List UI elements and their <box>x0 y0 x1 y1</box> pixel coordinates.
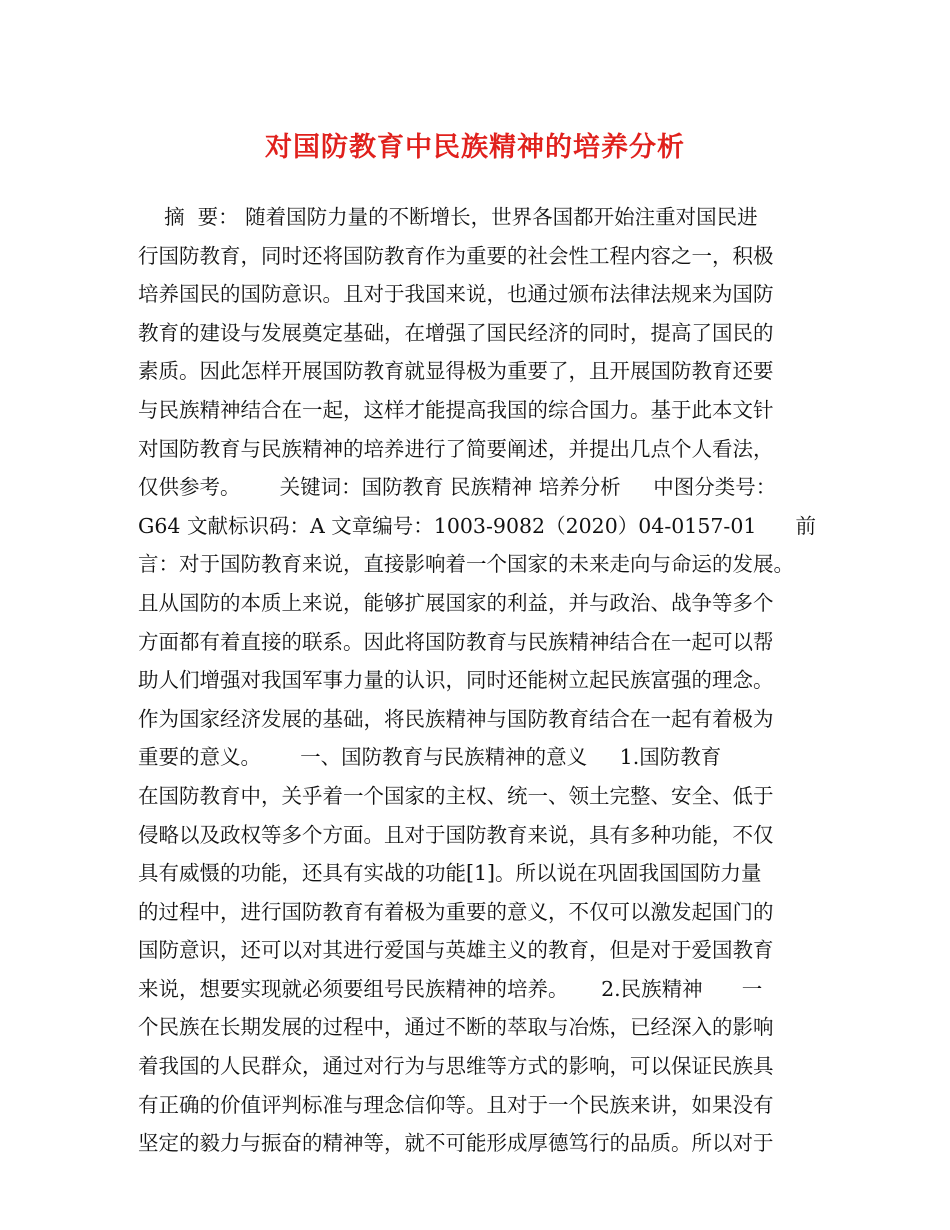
body-line: 摘 要： 随着国防力量的不断增长，世界各国都开始注重对国民进 <box>138 205 758 229</box>
body-line: 与民族精神结合在一起，这样才能提高我国的综合国力。基于此本文针 <box>138 397 774 422</box>
body-line: 对国防教育与民族精神的培养进行了简要阐述，并提出几点个人看法， <box>138 436 774 461</box>
body-line: 个民族在长期发展的过程中，通过不断的萃取与冶炼，已经深入的影响 <box>138 1015 774 1040</box>
body-line: 作为国家经济发展的基础，将民族精神与国防教育结合在一起有着极为 <box>138 706 774 731</box>
document-title: 对国防教育中民族精神的培养分析 <box>265 132 685 163</box>
body-line: 来说，想要实现就必须要组号民族精神的培养。 2.民族精神 一 <box>138 976 763 1001</box>
body-line: 且从国防的本质上来说，能够扩展国家的利益，并与政治、战争等多个 <box>138 590 774 615</box>
body-line: 的过程中，进行国防教育有着极为重要的意义，不仅可以激发起国门的 <box>138 899 774 924</box>
body-line: 培养国民的国防意识。且对于我国来说，也通过颁布法律法规来为国防 <box>138 282 774 307</box>
body-line: G64 文献标识码：A 文章编号：1003-9082（2020）04-0157-01 前 <box>138 513 817 538</box>
body-line: 素质。因此怎样开展国防教育就显得极为重要了，且开展国防教育还要 <box>138 359 774 384</box>
body-line: 具有威慑的功能，还具有实战的功能[1]。所以说在巩固我国国防力量 <box>138 861 762 886</box>
document-body <box>138 198 818 1163</box>
body-line: 在国防教育中，关乎着一个国家的主权、统一、领土完整、安全、低于 <box>138 783 774 808</box>
body-line: 着我国的人民群众，通过对行为与思维等方式的影响，可以保证民族具 <box>138 1054 774 1079</box>
body-line: 坚定的毅力与振奋的精神等，就不可能形成厚德笃行的品质。所以对于 <box>138 1131 774 1156</box>
body-line: 方面都有着直接的联系。因此将国防教育与民族精神结合在一起可以帮 <box>138 629 774 654</box>
body-line: 教育的建设与发展奠定基础，在增强了国民经济的同时，提高了国民的 <box>138 320 774 345</box>
body-line: 行国防教育，同时还将国防教育作为重要的社会性工程内容之一，积极 <box>138 243 774 268</box>
body-line: 重要的意义。 一、国防教育与民族精神的意义 1.国防教育 <box>138 745 722 770</box>
body-line: 国防意识，还可以对其进行爱国与英雄主义的教育，但是对于爱国教育 <box>138 938 774 963</box>
body-line: 有正确的价值评判标准与理念信仰等。且对于一个民族来讲，如果没有 <box>138 1092 774 1117</box>
body-line: 助人们增强对我国军事力量的认识，同时还能树立起民族富强的理念。 <box>138 668 774 693</box>
body-line: 侵略以及政权等多个方面。且对于国防教育来说，具有多种功能，不仅 <box>138 822 774 847</box>
body-line: 仅供参考。 关键词：国防教育 民族精神 培养分析 中图分类号： <box>138 475 777 500</box>
body-line: 言：对于国防教育来说，直接影响着一个国家的未来走向与命运的发展。 <box>138 552 794 577</box>
